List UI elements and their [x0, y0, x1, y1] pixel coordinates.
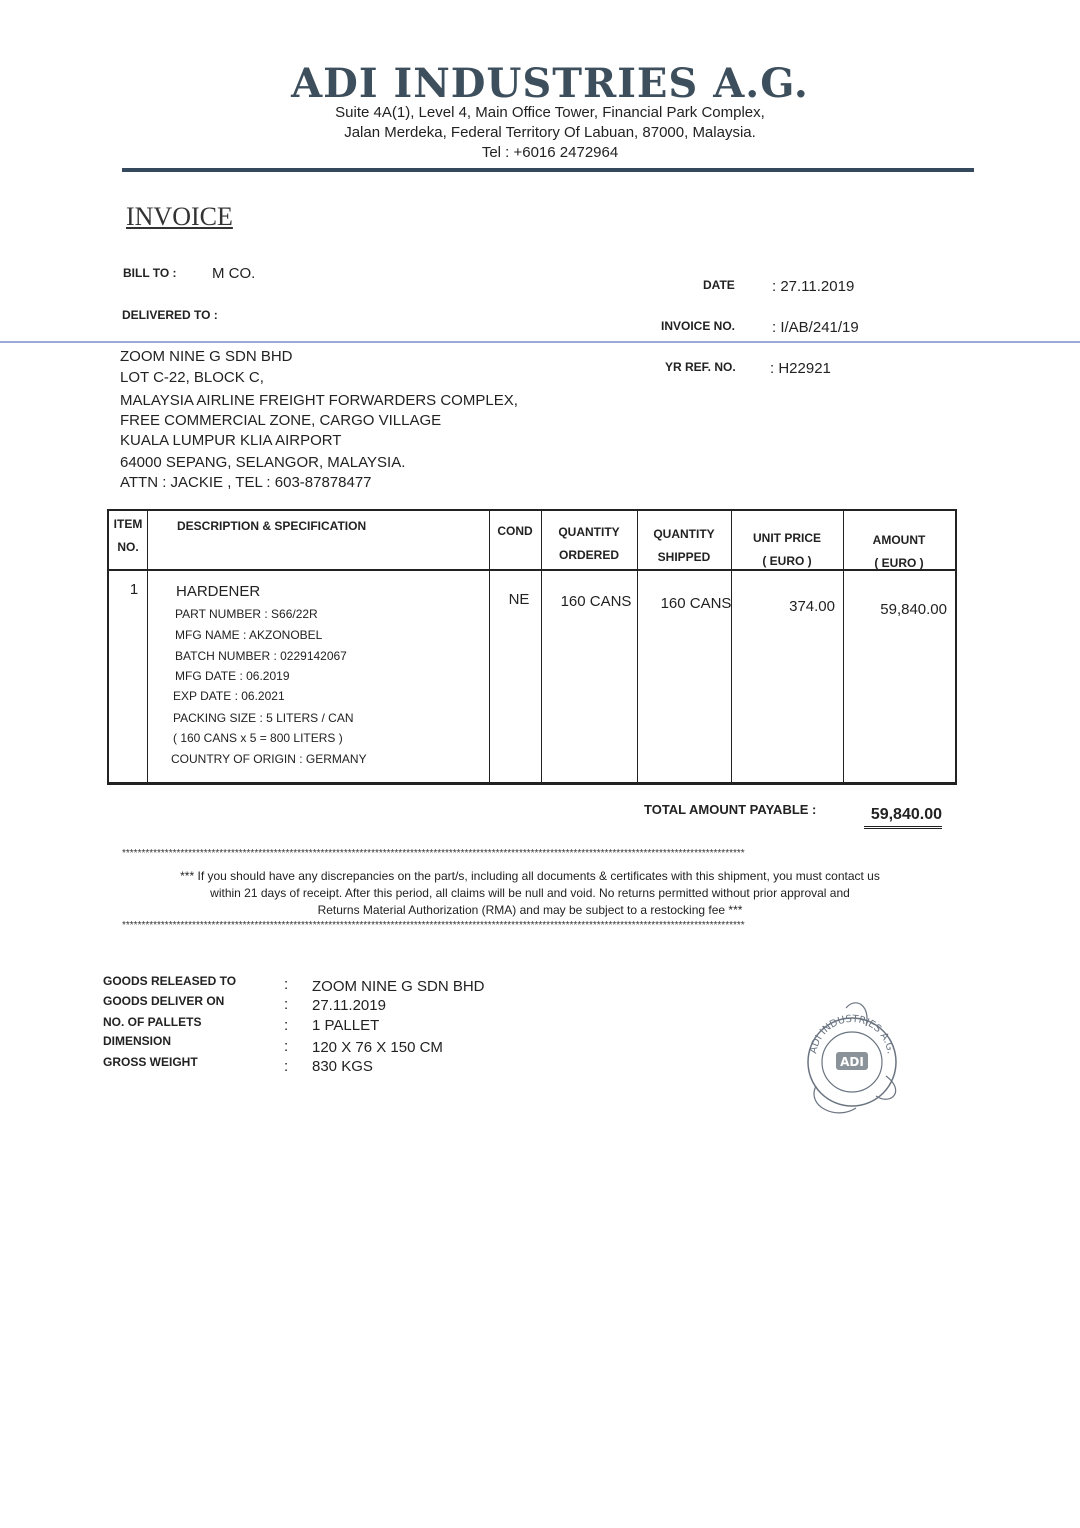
row-product-name: HARDENER: [176, 583, 261, 600]
bill-to-label: BILL TO :: [123, 266, 177, 280]
header-divider: [122, 168, 974, 172]
header-item-line2: NO.: [117, 540, 139, 554]
goods-deliver-on-value: 27.11.2019: [312, 997, 386, 1014]
goods-colon: :: [284, 1017, 289, 1034]
goods-colon: :: [284, 1038, 289, 1055]
delivery-address-line: FREE COMMERCIAL ZONE, CARGO VILLAGE: [120, 412, 442, 429]
bill-to-value: M CO.: [212, 265, 256, 282]
svg-text:ADI: ADI: [840, 1055, 864, 1069]
header-unit-price-line2: ( EURO ): [762, 554, 812, 568]
notice-line: *** If you should have any discrepancies on the part/s, including all documents & certificates with this shipment, you must contact us: [180, 869, 880, 883]
delivery-address-line: 64000 SEPANG, SELANGOR, MALAYSIA.: [120, 454, 406, 471]
header-qty-ordered-line1: QUANTITY: [558, 525, 620, 539]
items-table: [107, 509, 957, 785]
pallets-label: NO. OF PALLETS: [103, 1015, 202, 1029]
row-qty-shipped: 160 CANS: [660, 595, 732, 612]
goods-deliver-on-label: GOODS DELIVER ON: [103, 994, 225, 1008]
invoice-no-value: : I/AB/241/19: [772, 319, 859, 336]
goods-colon: :: [284, 1058, 289, 1075]
row-cond: NE: [508, 591, 530, 608]
row-spec: MFG DATE : 06.2019: [175, 669, 290, 683]
row-spec: COUNTRY OF ORIGIN : GERMANY: [171, 752, 367, 766]
gross-weight-value: 830 KGS: [312, 1058, 373, 1075]
delivery-address-line: MALAYSIA AIRLINE FREIGHT FORWARDERS COMPLEX,: [120, 392, 518, 409]
date-label: DATE: [703, 278, 735, 292]
goods-released-to-label: GOODS RELEASED TO: [103, 974, 237, 988]
row-item-no: 1: [129, 581, 139, 598]
header-description: DESCRIPTION & SPECIFICATION: [177, 519, 367, 533]
goods-released-to-value: ZOOM NINE G SDN BHD: [312, 978, 485, 995]
notice-border-top: ****************************************************************************************************************************************************************: [122, 848, 745, 859]
row-spec: PACKING SIZE : 5 LITERS / CAN: [173, 711, 354, 725]
page-title: INVOICE: [126, 202, 233, 231]
company-address-line2: Jalan Merdeka, Federal Territory Of Labuan, 87000, Malaysia.: [344, 124, 756, 141]
total-amount: 59,840.00: [864, 806, 942, 829]
row-spec: MFG NAME : AKZONOBEL: [175, 628, 323, 642]
company-name: ADI INDUSTRIES A.G.: [291, 60, 809, 107]
delivery-address-line: KUALA LUMPUR KLIA AIRPORT: [120, 432, 342, 449]
notice-line: Returns Material Authorization (RMA) and may be subject to a restocking fee ***: [317, 903, 743, 917]
header-qty-ordered: [541, 521, 637, 567]
yr-ref-label: YR REF. NO.: [665, 360, 736, 374]
header-qty-shipped: [637, 523, 731, 569]
row-spec: ( 160 CANS x 5 = 800 LITERS ): [173, 731, 343, 745]
header-item-line1: ITEM: [113, 517, 143, 531]
header-qty-shipped-line1: QUANTITY: [653, 527, 715, 541]
gross-weight-label: GROSS WEIGHT: [103, 1055, 198, 1069]
row-qty-ordered: 160 CANS: [560, 593, 632, 610]
pallets-value: 1 PALLET: [312, 1017, 380, 1034]
delivery-attention: ATTN : JACKIE , TEL : 603-87878477: [120, 474, 372, 491]
row-spec: PART NUMBER : S66/22R: [175, 607, 318, 621]
header-unit-price: [731, 527, 843, 573]
company-address-line1: Suite 4A(1), Level 4, Main Office Tower, Financial Park Complex,: [335, 104, 765, 121]
scan-line: [0, 341, 1080, 343]
header-qty-shipped-line2: SHIPPED: [657, 550, 711, 564]
notice-border-bottom: ****************************************************************************************************************************************************************: [122, 920, 745, 931]
header-amount-line2: ( EURO ): [874, 556, 924, 570]
row-spec: BATCH NUMBER : 0229142067: [175, 649, 347, 663]
dimension-label: DIMENSION: [103, 1034, 172, 1048]
invoice-no-label: INVOICE NO.: [661, 319, 736, 333]
company-tel: Tel : +6016 2472964: [481, 144, 619, 161]
delivered-to-label: DELIVERED TO :: [122, 308, 218, 322]
svg-text:ADI INDUSTRIES A.G.: ADI INDUSTRIES A.G.: [808, 1013, 896, 1055]
row-unit-price: 374.00: [789, 598, 835, 615]
row-spec: EXP DATE : 06.2021: [173, 689, 285, 703]
row-amount: 59,840.00: [880, 601, 947, 618]
yr-ref-value: : H22921: [770, 360, 831, 377]
table-divider: [147, 511, 148, 782]
total-label: TOTAL AMOUNT PAYABLE :: [644, 802, 817, 817]
header-amount: [843, 529, 955, 575]
table-divider: [489, 511, 490, 782]
goods-colon: :: [284, 996, 289, 1013]
company-stamp: [796, 996, 906, 1121]
goods-colon: :: [284, 976, 289, 993]
header-amount-line1: AMOUNT: [872, 533, 926, 547]
header-qty-ordered-line2: ORDERED: [558, 548, 619, 562]
delivery-address-line: LOT C-22, BLOCK C,: [120, 369, 264, 386]
date-value: : 27.11.2019: [772, 278, 855, 295]
notice-line: within 21 days of receipt. After this period, all claims will be null and void. No returns permitted without prior approval and: [210, 886, 850, 900]
header-cond: COND: [497, 524, 533, 538]
header-unit-price-line1: UNIT PRICE: [752, 531, 821, 545]
header-item: [109, 513, 147, 559]
dimension-value: 120 X 76 X 150 CM: [312, 1039, 443, 1056]
delivery-address-line: ZOOM NINE G SDN BHD: [120, 348, 293, 365]
